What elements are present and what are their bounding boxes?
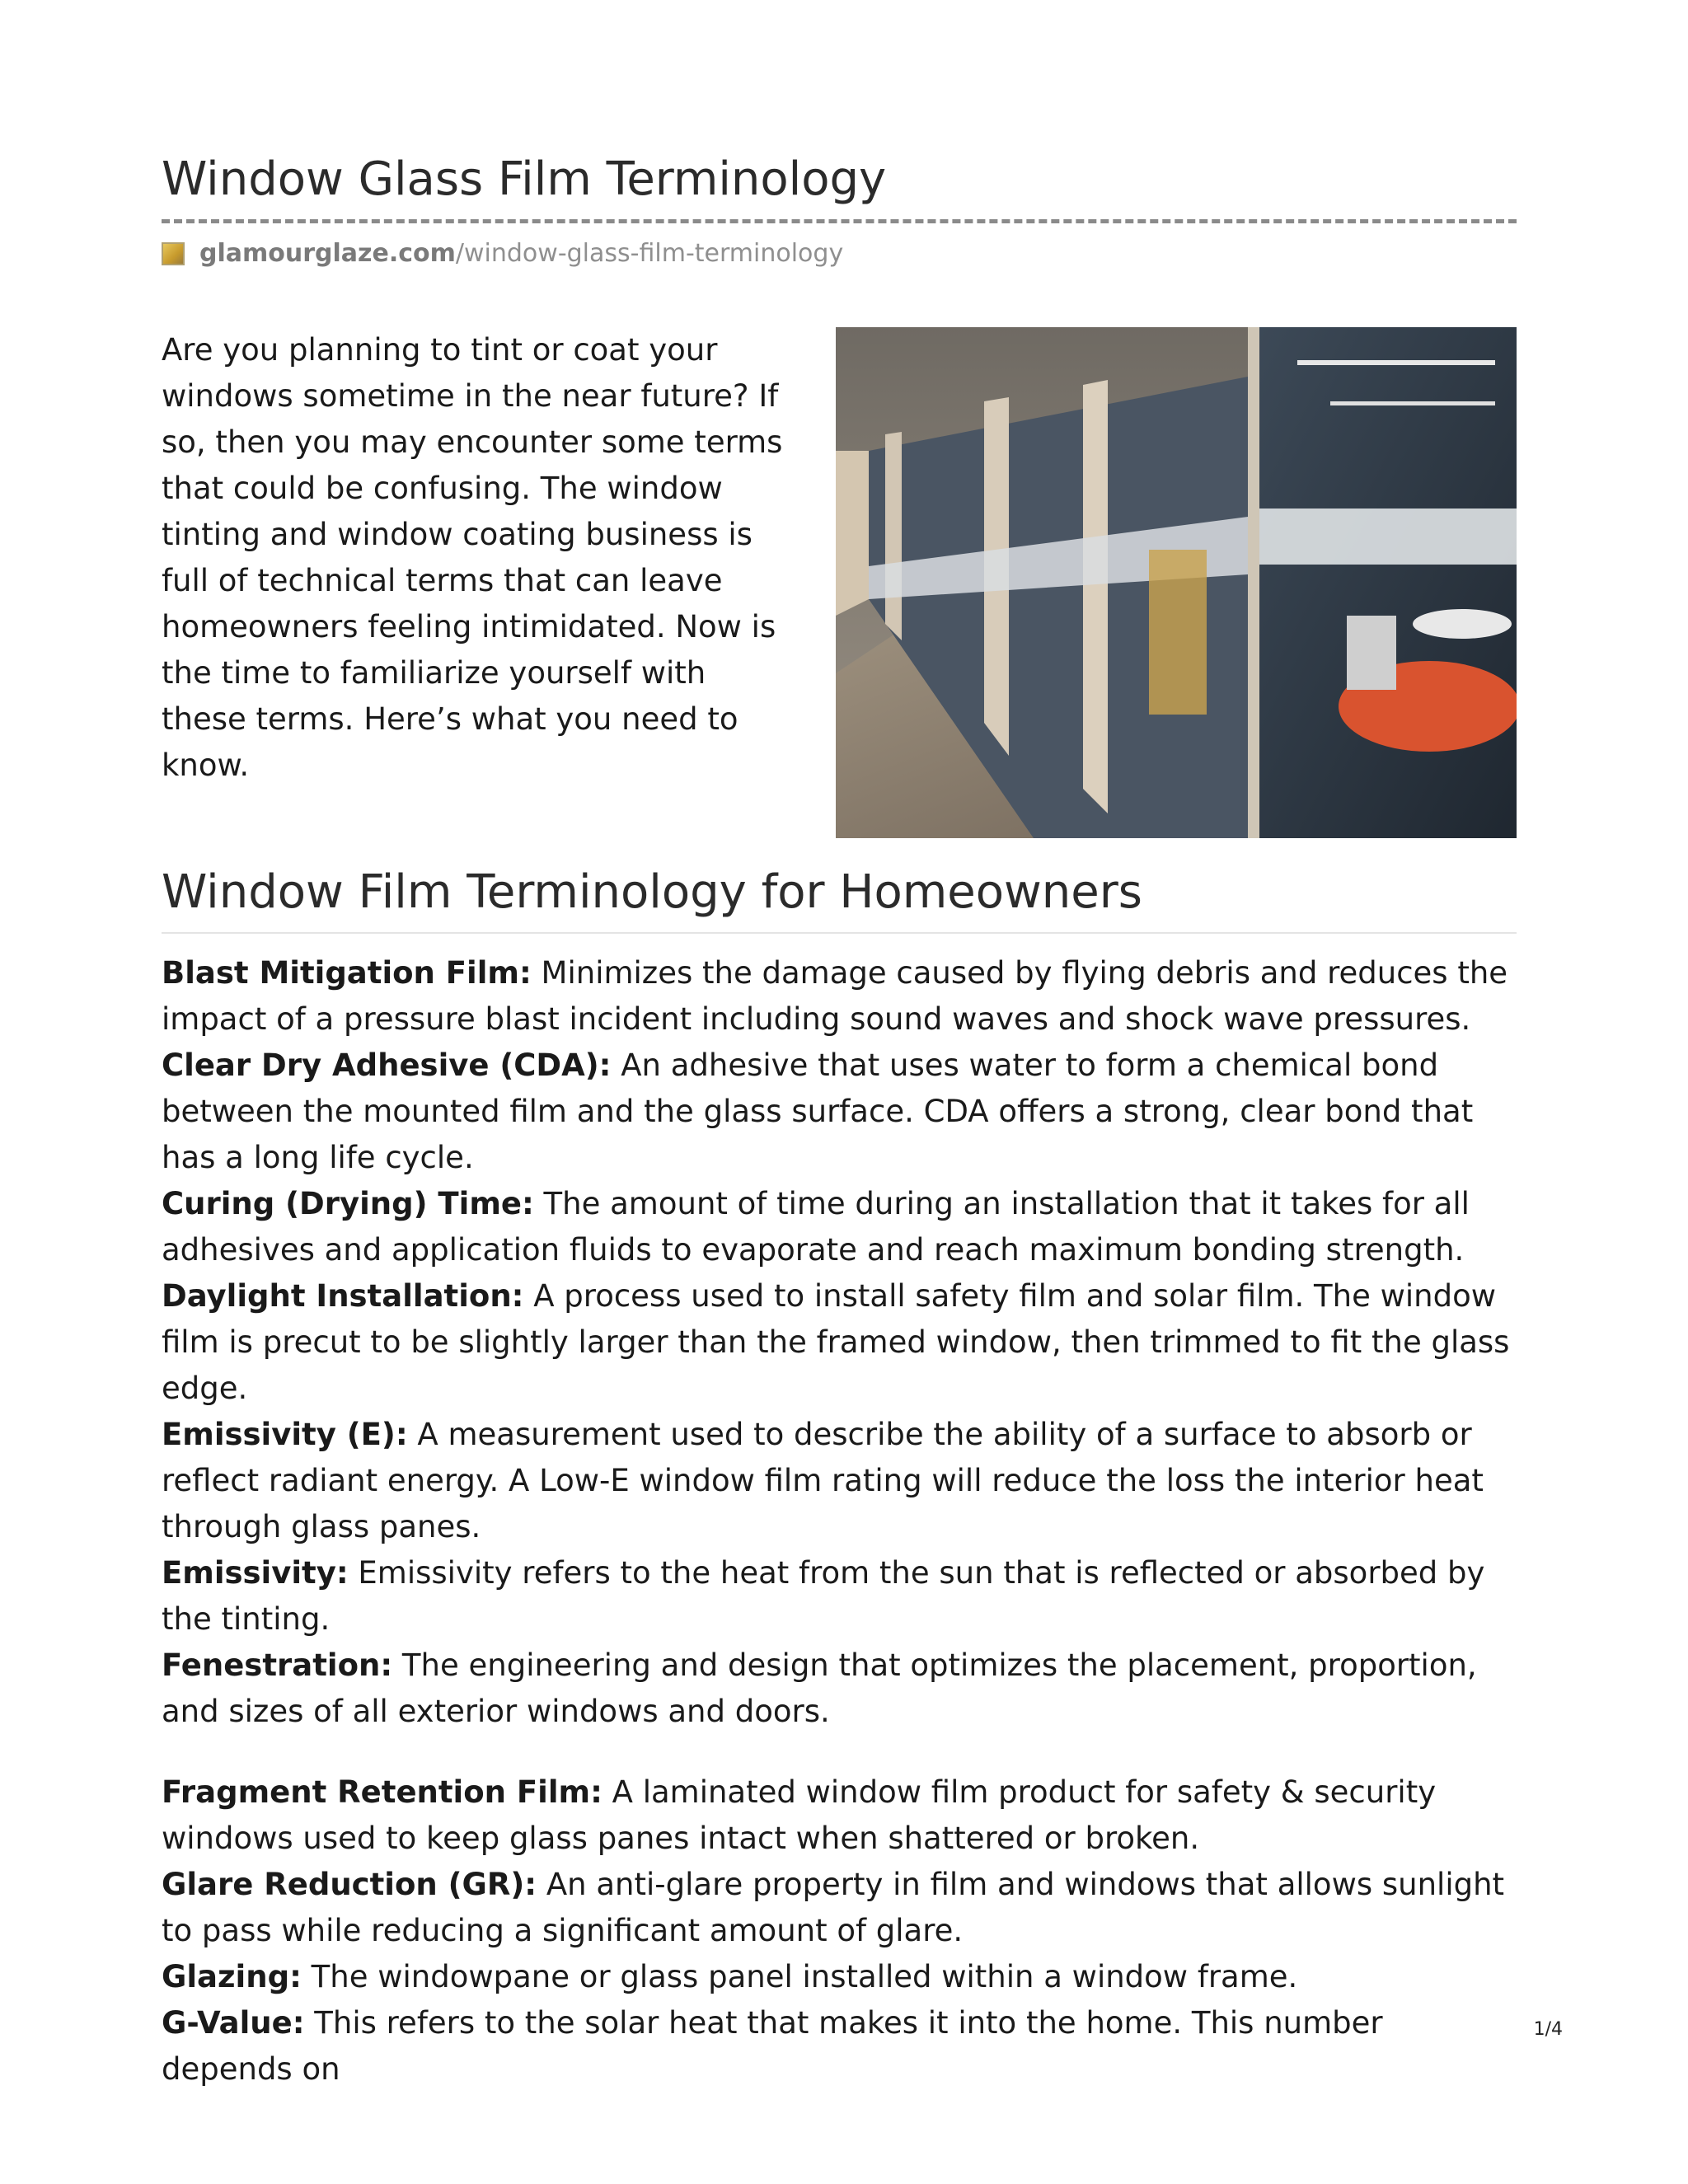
- intro-section: [162, 327, 1517, 860]
- source-path: /window-glass-film-terminology: [455, 239, 844, 268]
- term-item: [162, 2000, 1517, 2093]
- term-item: [162, 1862, 1517, 1954]
- term-name: Glazing:: [162, 1959, 302, 1994]
- terms-list: [162, 950, 1517, 2093]
- term-item: [162, 1043, 1517, 1181]
- term-item: [162, 1181, 1517, 1273]
- term-name: Clear Dry Adhesive (CDA):: [162, 1047, 612, 1083]
- source-link[interactable]: [162, 237, 1517, 271]
- term-name: Fenestration:: [162, 1647, 393, 1683]
- term-definition: A measurement used to describe the ability of a surface to absorb or reflect radiant energy. A Low-E window film rating will reduce the loss the interior heat through glass panes.: [162, 1417, 1484, 1544]
- term-item: [162, 1412, 1517, 1550]
- term-name: Emissivity (E):: [162, 1417, 408, 1452]
- term-name: Fragment Retention Film:: [162, 1774, 603, 1810]
- term-item: [162, 1273, 1517, 1412]
- office-glass-film-photo: [836, 327, 1517, 838]
- term-definition: Emissivity refers to the heat from the sun that is reflected or absorbed by the tinting.: [162, 1555, 1485, 1637]
- term-item: [162, 1643, 1517, 1735]
- source-domain: glamourglaze.com: [199, 239, 456, 268]
- term-definition: An adhesive that uses water to form a chemical bond between the mounted film and the glass surface. CDA offers a strong, clear bond that has a long life cycle.: [162, 1047, 1474, 1175]
- page-number: 1/4: [1533, 2019, 1563, 2040]
- section-heading: Window Film Terminology for Homeowners: [162, 860, 1517, 934]
- term-name: Emissivity:: [162, 1555, 349, 1591]
- term-definition: A laminated window film product for safety & security windows used to keep glass panes intact when shattered or broken.: [162, 1774, 1437, 1856]
- article: [162, 147, 1517, 2093]
- term-name: Curing (Drying) Time:: [162, 1186, 534, 1221]
- page-title: Window Glass Film Terminology: [162, 147, 1517, 223]
- term-definition: An anti-glare property in film and windows that allows sunlight to pass while reducing a significant amount of glare.: [162, 1867, 1505, 1948]
- term-name: G-Value:: [162, 2005, 305, 2041]
- term-definition: The windowpane or glass panel installed within a window frame.: [301, 1959, 1298, 1994]
- site-favicon-icon: [162, 242, 185, 265]
- term-name: Daylight Installation:: [162, 1278, 524, 1314]
- term-item: [162, 1769, 1517, 1862]
- term-item: [162, 950, 1517, 1043]
- term-item: [162, 1954, 1517, 2000]
- intro-paragraph: Are you planning to tint or coat your windows sometime in the near future? If so, then you may encounter some terms that could be confusing. The window tinting and window coating business is full of technical terms that can leave homeowners feeling intimidated. Now is the time to familiarize yourself with these terms. Here’s what you need to know.: [162, 332, 783, 783]
- term-name: Blast Mitigation Film:: [162, 955, 532, 991]
- term-name: Glare Reduction (GR):: [162, 1867, 537, 1902]
- paragraph-gap: [162, 1735, 1517, 1769]
- term-definition: The amount of time during an installation that it takes for all adhesives and application fluids to evaporate and reach maximum bonding strength.: [162, 1186, 1470, 1268]
- term-definition: A process used to install safety film and solar film. The window film is precut to be slightly larger than the framed window, then trimmed to fit the glass edge.: [162, 1278, 1510, 1406]
- term-definition: Minimizes the damage caused by flying debris and reduces the impact of a pressure blast incident including sound waves and shock wave pressures.: [162, 955, 1508, 1037]
- term-definition: The engineering and design that optimizes the placement, proportion, and sizes of all exterior windows and doors.: [162, 1647, 1477, 1729]
- term-item: [162, 1550, 1517, 1643]
- term-definition: This refers to the solar heat that makes it into the home. This number depends on: [162, 2005, 1383, 2087]
